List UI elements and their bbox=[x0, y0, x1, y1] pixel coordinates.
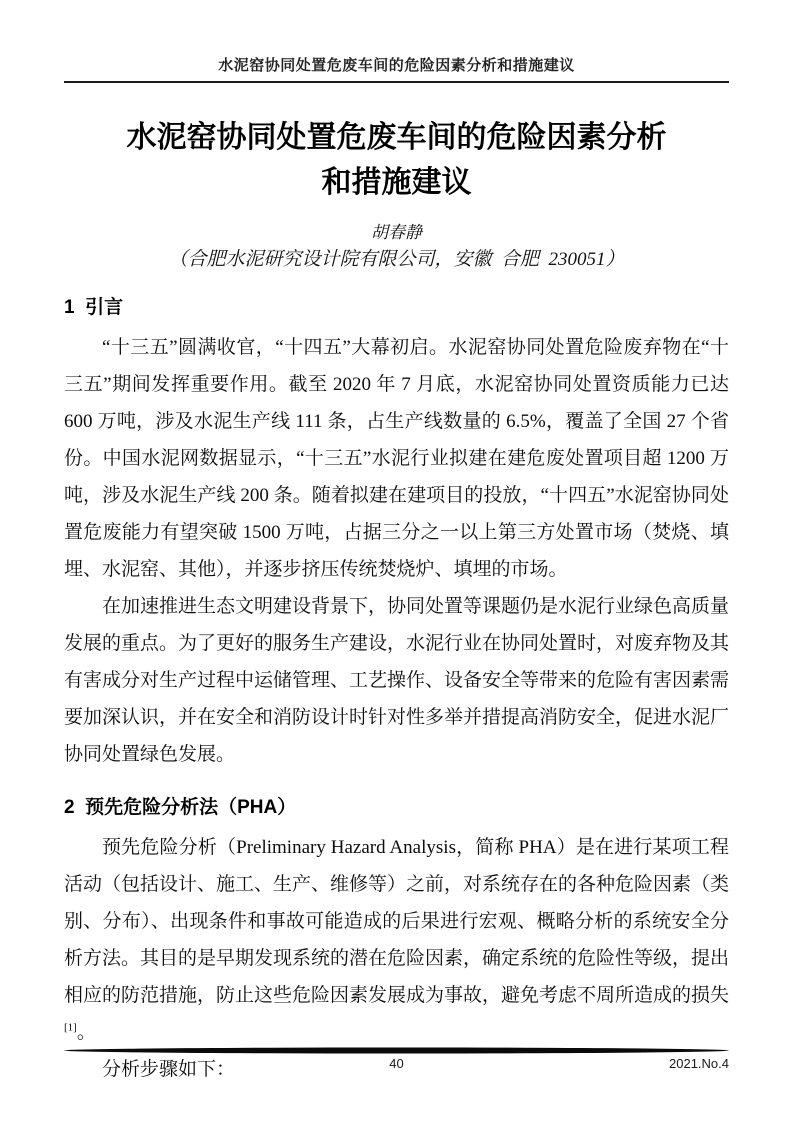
intro-paragraph-1: “十三五”圆满收官，“十四五”大幕初启。水泥窑协同处置危险废弃物在“十三五”期间发挥重要作用。截至 2020 年 7 月底，水泥窑协同处置资质能力已达 600 万吨，涉及水泥生产线 111 条，占生产线数量的 6.5%，覆盖了全国 27 个省份。中国水泥网数据显示，“十三五”水泥行业拟建在建危废处置项目超 1200 万吨，涉及水泥生产线 200 条。随着拟建在建项目的投放，“十四五”水泥窑协同处置危废能力有望突破 1500 万吨，占据三分之一以上第三方处置市场（焚烧、填埋、水泥窑、其他），并逐步挤压传统焚烧炉、填埋的市场。 bbox=[64, 337, 729, 580]
page-number: 40 bbox=[389, 1056, 404, 1071]
issue-number: 2021.No.4 bbox=[669, 1056, 729, 1071]
article-title bbox=[64, 115, 729, 205]
section-heading-intro: 1 引言 bbox=[64, 297, 124, 318]
reference-marker: [1] bbox=[64, 1021, 77, 1034]
title-line-2: 和措施建议 bbox=[321, 166, 472, 199]
header-rule bbox=[64, 81, 729, 83]
intro-paragraph-2: 在加速推进生态文明建设背景下，协同处置等课题仍是水泥行业绿色高质量发展的重点。为了更好的服务生产建设，水泥行业在协同处置时，对废弃物及其有害成分对生产过程中运储管理、工艺操作、设备安全等带来的危险有害因素需要加深认识，并在安全和消防设计时针对性多举并措提高消防安全，促进水泥厂协同处置绿色发展。 bbox=[64, 596, 730, 765]
pha-paragraph-1-text: 预先危险分析（Preliminary Hazard Analysis，简称 PHA）是在进行某项工程活动（包括设计、施工、生产、维修等）之前，对系统存在的各种危险因素（类别、分布）、出现条件和事故可能造成的后果进行宏观、概略分析的系统安全分析方法。其目的是早期发现系统的潜在危险因素，确定系统的危险性等级，提出相应的防范措施，防止这些危险因素发展成为事故，避免考虑不周所造成的损失 bbox=[64, 837, 730, 1006]
running-header: 水泥窑协同处置危废车间的危险因素分析和措施建议 bbox=[218, 58, 575, 74]
author-name: 胡春静 bbox=[371, 223, 422, 242]
section-heading-pha: 2 预先危险分析法（PHA） bbox=[64, 797, 297, 818]
author-affiliation: （合肥水泥研究设计院有限公司，安徽 合肥 230051） bbox=[168, 249, 625, 270]
pha-paragraph-2: 分析步骤如下： bbox=[102, 1059, 236, 1080]
page-footer bbox=[64, 1046, 729, 1074]
title-line-1: 水泥窑协同处置危废车间的危险因素分析 bbox=[126, 121, 667, 154]
pha-paragraph-1-tail: 。 bbox=[76, 1022, 96, 1043]
footer-rule bbox=[64, 1046, 729, 1055]
footer-row bbox=[64, 1056, 729, 1074]
pha-paragraph-1 bbox=[64, 829, 729, 1051]
